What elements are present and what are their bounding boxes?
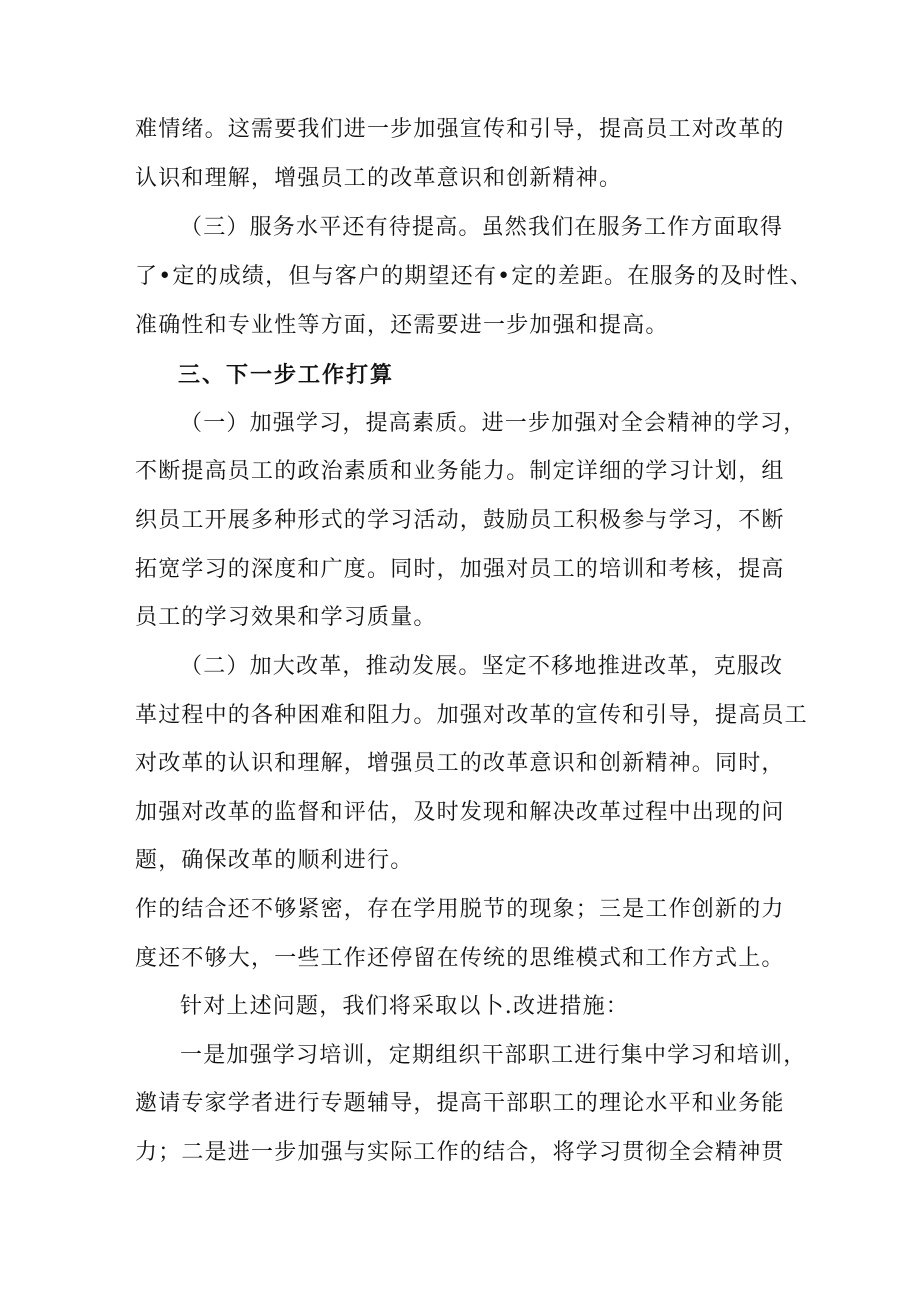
text-line: 针对上述问题，我们将采取以卜.改进措施： (180, 994, 629, 1019)
text-line: 一是加强学习培训，定期组织干部职工进行集中学习和培训， (180, 1043, 807, 1068)
text-line: 织员工开展多种形式的学习活动，鼓励员工积极参与学习，不断 (135, 508, 785, 533)
text-line: 邀请专家学者进行专题辅导，提高干部职工的理论水平和业务能 (135, 1091, 785, 1116)
text-line: （三）服务水平还有待提高。虽然我们在服务工作方面取得 (180, 215, 784, 240)
text-line: 作的结合还不够紧密，存在学用脱节的现象；三是工作创新的力 (135, 897, 785, 922)
text-line: 难情绪。这需要我们进一步加强宣传和引导，提高员工对改革的 (135, 117, 785, 142)
text-line: 力；二是进一步加强与实际工作的结合，将学习贯彻全会精神贯 (135, 1140, 785, 1165)
text-line: 度还不够大，一些工作还停留在传统的思维模式和工作方式上。 (135, 946, 785, 971)
text-line: 准确性和专业性等方面，还需要进一步加强和提高。 (135, 313, 669, 338)
text-line: 认识和理解，增强员工的改革意识和创新精神。 (135, 166, 623, 191)
text-line: 不断提高员工的政治素质和业务能力。制定详细的学习计划，组 (135, 459, 785, 484)
text-line: 革过程中的各种困难和阻力。加强对改革的宣传和引导，提高员工 (135, 703, 808, 728)
text-line: （二）加大改革，推动发展。坚定不移地推进改革，克服改 (180, 654, 784, 679)
text-line: 了•定的成绩，但与客户的期望还有•定的差距。在服务的及时性、 (135, 264, 813, 289)
text-line: 题，确保改革的顺利进行。 (135, 848, 414, 873)
text-line: 员工的学习效果和学习质量。 (135, 605, 437, 630)
text-line: 对改革的认识和理解，增强员工的改革意识和创新精神。同时， (135, 751, 785, 776)
text-line: 加强对改革的监督和评估，及时发现和解决改革过程中出现的问 (135, 800, 785, 825)
text-line: （一）加强学习，提高素质。进一步加强对全会精神的学习， (180, 411, 807, 436)
section-heading: 三、下一步工作打算 (178, 362, 395, 388)
text-line: 拓宽学习的深度和广度。同时，加强对员工的培训和考核，提高 (135, 557, 785, 582)
